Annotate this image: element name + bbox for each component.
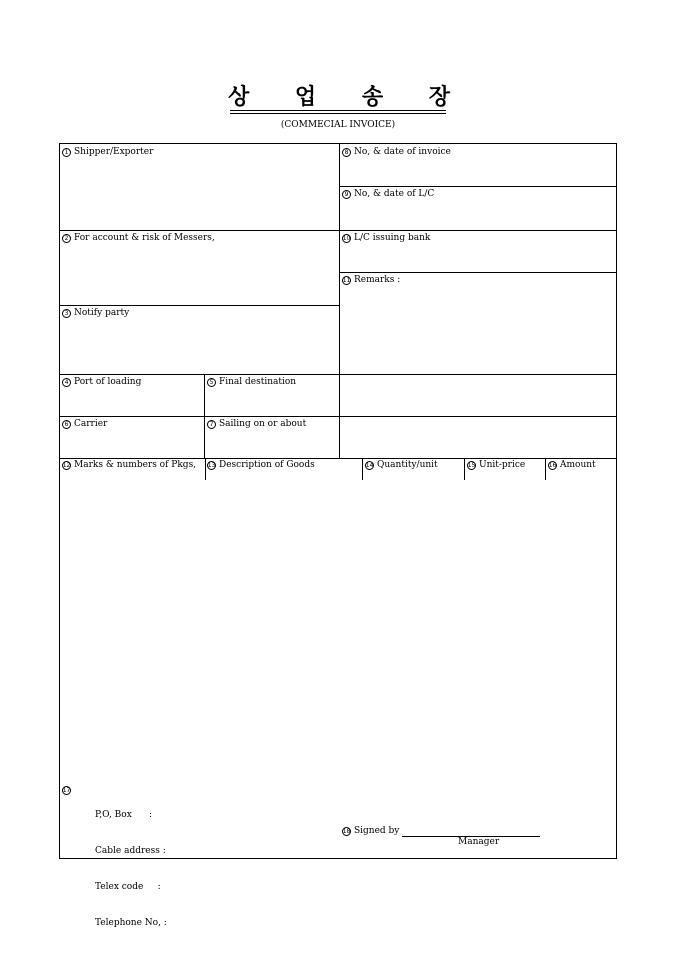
document-title	[228, 80, 450, 110]
title-char: 장	[428, 85, 450, 110]
column-divider	[464, 458, 465, 480]
title-char: 상	[228, 85, 250, 110]
signed-by-label	[342, 826, 399, 836]
divider	[339, 272, 617, 273]
label-text: Carrier	[74, 419, 108, 429]
number-icon: 12	[62, 461, 71, 469]
number-icon: 9	[342, 190, 351, 199]
document-subtitle: (COMMECIAL INVOICE)	[280, 120, 396, 130]
number-icon: 13	[207, 461, 216, 469]
number-icon: 5	[207, 378, 216, 387]
label-text: Marks & numbers of Pkgs,	[74, 460, 197, 470]
label-text: Notify party	[74, 308, 130, 318]
title-underline	[230, 113, 446, 114]
label-text: Sailing on or about	[219, 419, 307, 429]
column-header-quantity	[365, 460, 438, 470]
label-text: Shipper/Exporter	[74, 147, 154, 157]
divider	[60, 458, 617, 459]
label-text: Quantity/unit	[377, 460, 438, 470]
label-text: Signed by	[354, 826, 400, 836]
po-box-line: P,O, Box :	[95, 810, 152, 820]
lc-bank-label	[342, 233, 430, 243]
divider	[339, 144, 340, 458]
label-text: No, & date of invoice	[354, 147, 451, 157]
title-char: 송	[361, 85, 384, 110]
lc-no-label	[342, 189, 434, 199]
label-text: For account & risk of Messers,	[74, 233, 215, 243]
label-text: Remarks :	[354, 275, 401, 285]
footer-number	[62, 786, 74, 795]
column-header-unit-price	[467, 460, 525, 470]
shipper-label	[62, 147, 153, 157]
label-text: No, & date of L/C	[354, 189, 435, 199]
number-icon: 3	[62, 309, 71, 318]
contact-block	[95, 785, 167, 953]
divider	[339, 186, 617, 187]
sailing-label	[207, 419, 306, 429]
number-icon: 17	[62, 787, 71, 794]
number-icon: 14	[365, 461, 374, 469]
column-header-description	[207, 460, 315, 470]
number-icon: 11	[342, 276, 351, 284]
column-divider	[205, 458, 206, 480]
column-divider	[545, 458, 546, 480]
column-header-marks	[62, 460, 196, 470]
label-text: L/C issuing bank	[354, 233, 431, 243]
remarks-label	[342, 275, 400, 285]
invoice-no-label	[342, 147, 451, 157]
label-text: Description of Goods	[219, 460, 315, 470]
divider	[60, 374, 617, 375]
final-destination-label	[207, 377, 296, 387]
title-char: 업	[294, 85, 317, 110]
notify-label	[62, 308, 129, 318]
number-icon: 18	[342, 827, 351, 835]
column-divider	[362, 458, 363, 480]
label-text: Final destination	[219, 377, 297, 387]
title-underline	[230, 110, 446, 111]
carrier-label	[62, 419, 107, 429]
telephone-line: Telephone No, :	[95, 918, 167, 928]
account-label	[62, 233, 215, 243]
number-icon: 16	[548, 461, 557, 469]
manager-label: Manager	[458, 837, 500, 847]
column-header-amount	[548, 460, 596, 470]
divider	[60, 416, 617, 417]
label-text: Amount	[560, 460, 596, 470]
number-icon: 7	[207, 420, 216, 429]
divider	[60, 230, 617, 231]
number-icon: 10	[342, 234, 351, 242]
cable-address-line: Cable address :	[95, 846, 166, 856]
number-icon: 15	[467, 461, 476, 469]
telex-code-line: Telex code :	[95, 882, 161, 892]
number-icon: 8	[342, 148, 351, 157]
number-icon: 2	[62, 234, 71, 243]
number-icon: 6	[62, 420, 71, 429]
port-loading-label	[62, 377, 141, 387]
label-text: Port of loading	[74, 377, 142, 387]
number-icon: 1	[62, 148, 71, 157]
divider	[60, 305, 340, 306]
number-icon: 4	[62, 378, 71, 387]
invoice-form	[59, 143, 617, 928]
label-text: Unit-price	[479, 460, 526, 470]
